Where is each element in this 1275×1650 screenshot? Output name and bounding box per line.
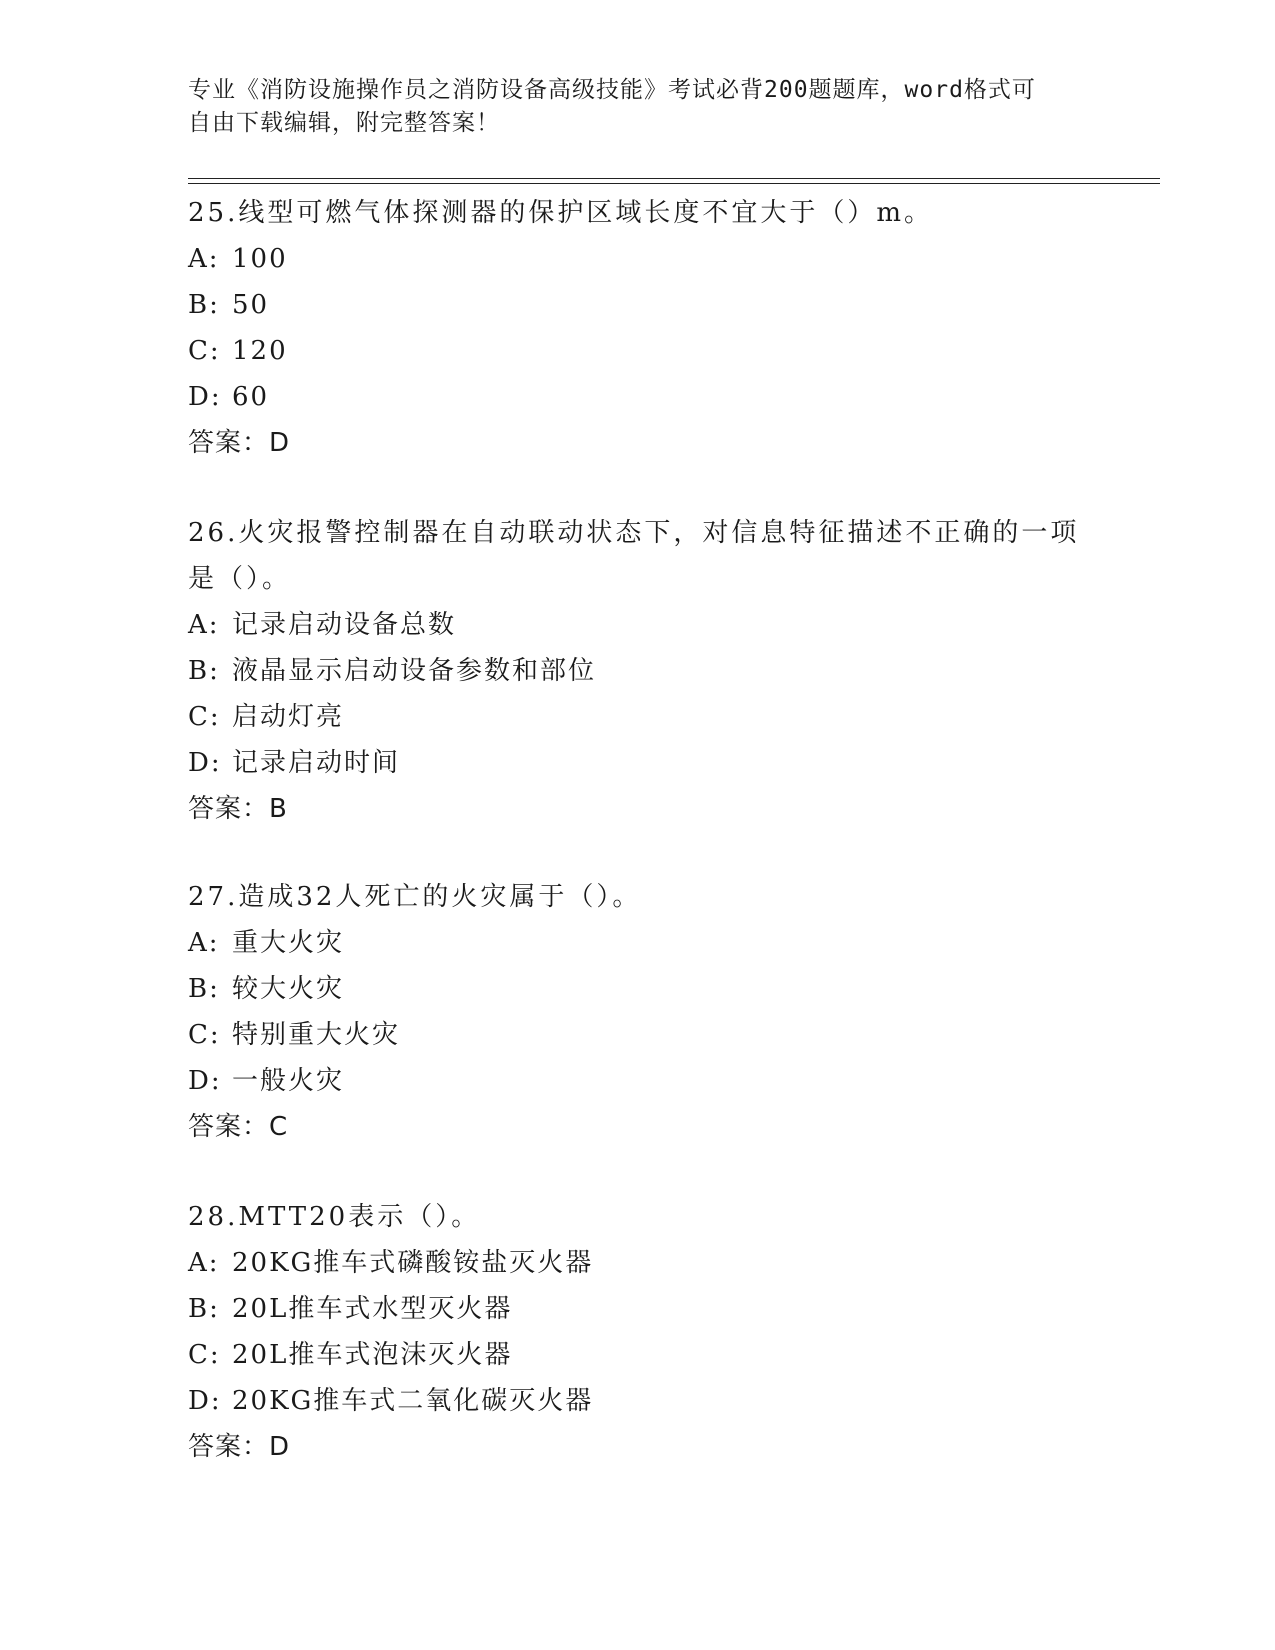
- option-key: D:: [188, 748, 222, 778]
- option-text: 特别重大火灾: [232, 1020, 401, 1050]
- option-a: [188, 602, 1088, 648]
- option-b: [188, 648, 1088, 694]
- option-key: D:: [188, 382, 222, 412]
- answer-label: 答案：D: [188, 428, 291, 458]
- header-divider-top: [188, 178, 1160, 179]
- option-key: A:: [188, 1248, 220, 1278]
- option-key: D:: [188, 1066, 222, 1096]
- option-a: [188, 1240, 1088, 1286]
- option-text: 60: [232, 382, 270, 412]
- question-stem: 27.造成32人死亡的火灾属于（）。: [188, 882, 642, 912]
- option-key: B:: [188, 290, 220, 320]
- option-text: 重大火灾: [232, 928, 345, 958]
- option-key: A:: [188, 610, 220, 640]
- option-key: B:: [188, 1294, 220, 1324]
- option-c: [188, 694, 1088, 740]
- option-b: [188, 1286, 1088, 1332]
- option-c: [188, 1332, 1088, 1378]
- answer-label: 答案：D: [188, 1432, 291, 1462]
- option-key: B:: [188, 974, 220, 1004]
- question-26: [188, 510, 1088, 832]
- option-text: 20KG推车式磷酸铵盐灭火器: [232, 1248, 594, 1278]
- option-key: A:: [188, 244, 220, 274]
- option-d: [188, 1378, 1088, 1424]
- option-text: 20KG推车式二氧化碳灭火器: [232, 1386, 594, 1416]
- question-28: [188, 1194, 1088, 1470]
- question-25: [188, 190, 1088, 466]
- option-c: [188, 1012, 1088, 1058]
- option-text: 启动灯亮: [232, 702, 345, 732]
- option-text: 一般火灾: [232, 1066, 345, 1096]
- question-27: [188, 874, 1088, 1150]
- option-text: 记录启动设备总数: [232, 610, 457, 640]
- option-d: [188, 374, 1088, 420]
- option-key: A:: [188, 928, 220, 958]
- option-text: 50: [232, 290, 270, 320]
- header-line-2: 自由下载编辑，附完整答案！: [188, 110, 500, 136]
- header-divider-bottom: [188, 183, 1160, 184]
- option-d: [188, 1058, 1088, 1104]
- option-c: [188, 328, 1088, 374]
- answer-label: 答案：C: [188, 1112, 289, 1142]
- question-stem: 25.线型可燃气体探测器的保护区域长度不宜大于（）m。: [188, 198, 934, 228]
- option-text: 20L推车式泡沫灭火器: [232, 1340, 513, 1370]
- question-stem: 26.火灾报警控制器在自动联动状态下，对信息特征描述不正确的一项是（）。: [188, 518, 1080, 594]
- option-a: [188, 920, 1088, 966]
- option-key: C:: [188, 1020, 221, 1050]
- option-text: 20L推车式水型灭火器: [232, 1294, 513, 1324]
- option-key: C:: [188, 702, 221, 732]
- option-a: [188, 236, 1088, 282]
- option-text: 记录启动时间: [232, 748, 401, 778]
- answer-label: 答案：B: [188, 794, 288, 824]
- document-header: [188, 74, 1088, 140]
- option-text: 120: [232, 336, 288, 366]
- option-b: [188, 282, 1088, 328]
- option-d: [188, 740, 1088, 786]
- question-stem: 28.MTT20表示（）。: [188, 1202, 481, 1232]
- option-key: B:: [188, 656, 220, 686]
- option-text: 较大火灾: [232, 974, 345, 1004]
- option-b: [188, 966, 1088, 1012]
- header-line-1: 专业《消防设施操作员之消防设备高级技能》考试必背200题题库，word格式可: [188, 77, 1036, 103]
- option-text: 100: [232, 244, 288, 274]
- option-key: C:: [188, 1340, 221, 1370]
- option-key: C:: [188, 336, 221, 366]
- option-text: 液晶显示启动设备参数和部位: [232, 656, 597, 686]
- option-key: D:: [188, 1386, 222, 1416]
